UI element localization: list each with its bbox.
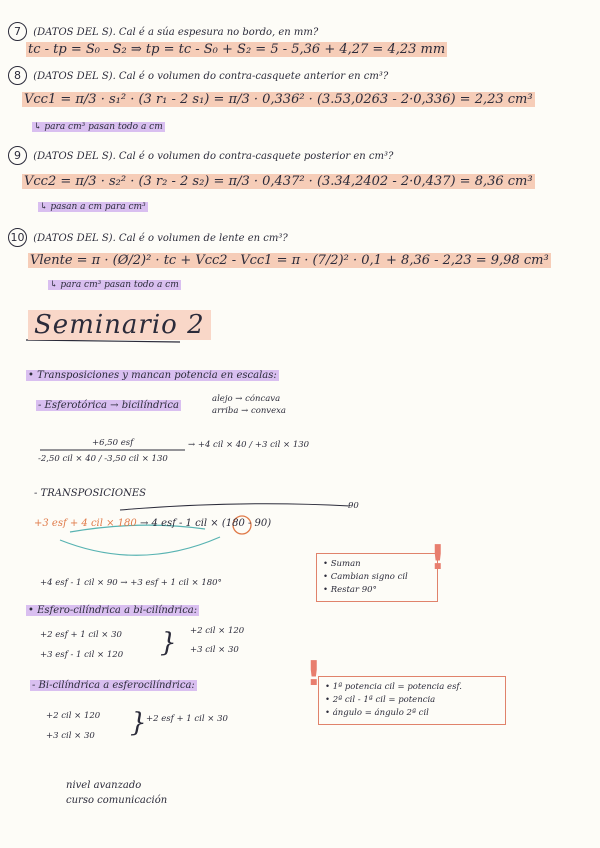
ec-right-1: +2 cil × 120 xyxy=(190,626,245,636)
rule2-2: • 2ª cil - 1ª cil = potencia xyxy=(325,695,436,705)
bc-right: +2 esf + 1 cil × 30 xyxy=(146,714,228,724)
transp-90: 90 xyxy=(348,501,359,511)
footer-2: curso comunicación xyxy=(66,795,168,806)
exclamation-icon: ! xyxy=(430,538,446,578)
ec-left-2: +3 esf - 1 cil × 120 xyxy=(40,650,124,660)
q10-formula-text: Vlente = π · (Ø/2)² · tc + Vcc2 - Vcc1 = π · (7/2)² · 0,1 + 8,36 - 2,23 = 9,98 cm³ xyxy=(30,253,549,268)
q8-number: 8 xyxy=(8,66,27,85)
q8-note xyxy=(32,122,165,132)
ec-left-1: +2 esf + 1 cil × 30 xyxy=(40,630,122,640)
q9-formula xyxy=(22,174,535,189)
q9-row xyxy=(8,146,393,165)
q10-number: 10 xyxy=(8,228,27,247)
exclamation-icon-2: ! xyxy=(306,654,322,694)
transp-title: - TRANSPOSICIONES xyxy=(34,488,147,499)
q7-formula-text: tc - tp = S₀ - S₂ ⇒ tp = tc - S₀ + S₂ = 5 - 5,36 + 4,27 = 4,23 mm xyxy=(28,42,446,57)
brace-2: } xyxy=(130,708,147,738)
q8-formula xyxy=(22,92,535,107)
transp-line1 xyxy=(34,518,271,529)
q9-note-text: ↳ pasan a cm para cm³ xyxy=(40,202,146,212)
q8-question: (DATOS DEL S). Cal é o volumen do contra-casquete anterior en cm³? xyxy=(33,71,389,82)
esfero-note-1: alejo → cóncava xyxy=(212,394,281,404)
q9-formula-text: Vcc2 = π/3 · s₂² · (3 r₂ - 2 s₂) = π/3 · 0,437² · (3.34,2402 - 2·0,437) = 8,36 cm³ xyxy=(24,174,533,189)
q7-row xyxy=(8,22,318,41)
transp-line2: +4 esf - 1 cil × 90 → +3 esf + 1 cil × 180° xyxy=(40,578,222,588)
q10-formula xyxy=(28,253,551,268)
rule2-1: • 1ª potencia cil = potencia esf. xyxy=(325,682,462,692)
brace-1: } xyxy=(160,628,177,658)
esferocil-title xyxy=(26,605,199,616)
rules-box-2 xyxy=(318,676,506,725)
footer-1: nivel avanzado xyxy=(66,780,142,791)
q10-question: (DATOS DEL S). Cal é o volumen de lente en cm³? xyxy=(33,233,288,244)
q7-formula xyxy=(26,42,447,57)
q10-note xyxy=(48,280,181,290)
transp-line1-a: +3 esf + 4 cil × 180 xyxy=(34,518,137,529)
calc-result: → +4 cil × 40 / +3 cil × 130 xyxy=(188,440,310,450)
esferocil-title-text: • Esfero-cilíndrica a bi-cilíndrica: xyxy=(28,605,198,616)
rules-box xyxy=(316,553,438,602)
q8-row xyxy=(8,66,388,85)
bullet-transpositions-text: • Transposiciones y mancan potencia en escalas: xyxy=(28,370,277,381)
rule-1: • Suman xyxy=(323,559,361,569)
esfero-heading-text: - Esferotórica → bicilíndrica xyxy=(38,400,179,411)
q8-note-text: ↳ para cm³ pasan todo a cm xyxy=(34,122,163,132)
seminar-title: Seminario 2 xyxy=(28,310,211,340)
esfero-heading xyxy=(36,400,181,411)
calc-top: +6,50 esf xyxy=(92,438,134,448)
bicil-title xyxy=(30,680,197,691)
transp-line1-b: → 4 esf - 1 cil × (180 - 90) xyxy=(139,518,272,529)
q10-row xyxy=(8,228,288,247)
bicil-title-text: - Bi-cilíndrica a esferocilíndrica: xyxy=(32,680,195,691)
q7-number: 7 xyxy=(8,22,27,41)
esfero-note-2: arriba → convexa xyxy=(212,406,286,416)
bullet-transpositions xyxy=(26,370,279,381)
q9-note xyxy=(38,202,148,212)
q8-formula-text: Vcc1 = π/3 · s₁² · (3 r₁ - 2 s₁) = π/3 · 0,336² · (3.53,0263 - 2·0,336) = 2,23 cm³ xyxy=(24,92,533,107)
bc-left-2: +3 cil × 30 xyxy=(46,731,95,741)
q9-question: (DATOS DEL S). Cal é o volumen do contra-casquete posterior en cm³? xyxy=(33,151,394,162)
bc-left-1: +2 cil × 120 xyxy=(46,711,101,721)
rule-3: • Restar 90° xyxy=(323,585,377,595)
calc-bottom: -2,50 cil × 40 / -3,50 cil × 130 xyxy=(38,454,168,464)
rule-2: • Cambian signo cil xyxy=(323,572,408,582)
q7-question: (DATOS DEL S). Cal é a súa espesura no bordo, en mm? xyxy=(33,27,319,38)
q9-number: 9 xyxy=(8,146,27,165)
q10-note-text: ↳ para cm³ pasan todo a cm xyxy=(50,280,179,290)
ec-right-2: +3 cil × 30 xyxy=(190,645,239,655)
rule2-3: • ángulo = ángulo 2ª cil xyxy=(325,708,429,718)
